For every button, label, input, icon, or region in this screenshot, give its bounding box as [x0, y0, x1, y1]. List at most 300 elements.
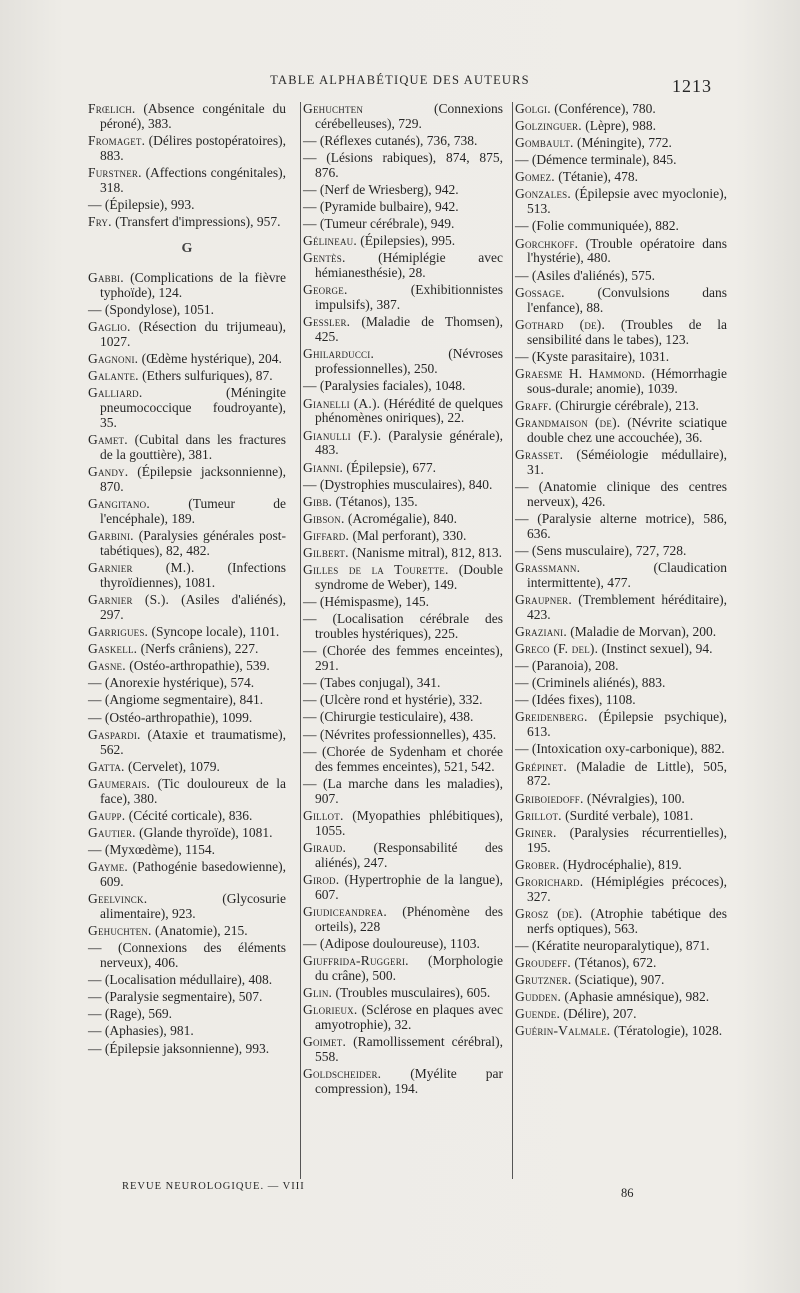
entry-reference: — (Réflexes cutanés), 736, 738. [303, 133, 478, 148]
index-entry [88, 529, 286, 559]
author-name: Ghilarducci. [303, 346, 375, 362]
index-entry [303, 937, 503, 952]
entry-reference: (Névralgies), 100. [583, 790, 685, 806]
author-name: Griner. [515, 824, 557, 840]
entry-reference: (Tétanos), 672. [570, 954, 657, 970]
entry-reference: — (Tumeur cérébrale), 949. [303, 216, 455, 232]
entry-reference: — (Épilepsie jaksonnienne), 993. [88, 1040, 270, 1056]
index-entry [88, 215, 286, 230]
author-name: Giffard. [303, 527, 350, 543]
index-entry [303, 745, 503, 775]
author-name: Gatta. [88, 758, 125, 774]
author-name: Galante. [88, 368, 139, 384]
entry-reference: (Aphasie amnésique), 982. [561, 989, 710, 1005]
index-entry [88, 303, 286, 318]
index-entry [515, 875, 727, 905]
index-entry [88, 271, 286, 301]
author-name: Furstner. [88, 165, 142, 180]
entry-reference: (Hypertrophie de la langue), 607. [315, 871, 503, 902]
author-name: Gangitano. [88, 496, 150, 512]
index-entry [88, 386, 286, 431]
index-entry [515, 809, 727, 824]
entry-reference: — (Paralysie alterne motrice), 586, 636. [515, 510, 727, 541]
entry-reference: (Délire), 207. [560, 1006, 637, 1022]
author-name: Grassmann. [515, 559, 581, 575]
entry-reference: — (Lésions rabiques), 874, 875, 876. [303, 150, 503, 180]
author-name: Gianelli (A.). [303, 395, 381, 411]
author-name: Gaskell. [88, 641, 138, 657]
author-name: Gamet. [88, 432, 128, 448]
author-name: Guende. [515, 1006, 561, 1022]
entry-reference: (Épilepsie avec myoclonie), 513. [527, 186, 727, 217]
entry-reference: — (Localisation cérébrale des troubles hystériques), 225. [303, 611, 503, 642]
index-entry [88, 102, 286, 132]
entry-reference: — (Chorée des femmes enceintes), 291. [303, 643, 503, 674]
index-entry [515, 399, 727, 414]
author-name: Glin. [303, 984, 333, 1000]
author-name: Garnier (M.). [88, 560, 195, 576]
index-entry [88, 465, 286, 495]
index-entry [515, 826, 727, 856]
entry-reference: (Atrophie tabétique des nerfs optiques), 563. [527, 905, 727, 936]
entry-reference: (Hémiplégie avec hémianesthésie), 28. [315, 250, 503, 281]
author-name: George. [303, 282, 348, 298]
index-entry [515, 990, 727, 1005]
index-entry [515, 1024, 727, 1039]
author-name: Gudden. [515, 989, 562, 1005]
entry-reference: — (Intoxication oxy-carbonique), 882. [515, 741, 725, 757]
index-entry [88, 352, 286, 367]
index-entry [515, 742, 727, 757]
entry-reference: — (Chirurgie testiculaire), 438. [303, 709, 474, 725]
entry-reference: (Surdité verbale), 1081. [561, 807, 694, 823]
author-name: Frœlich. [88, 101, 136, 116]
index-entry [515, 367, 727, 397]
entry-reference: (Tremblement héréditaire), 423. [527, 591, 727, 622]
entry-reference: (Chirurgie cérébrale), 213. [551, 397, 699, 413]
index-entry [88, 198, 286, 213]
author-name: Gaspardi. [88, 726, 141, 742]
author-name: Gibson. [303, 510, 345, 526]
index-entry [303, 563, 503, 593]
index-entry [515, 659, 727, 674]
author-name: Gaumerais. [88, 775, 151, 791]
author-name: Grillot. [515, 807, 562, 823]
index-entry [88, 433, 286, 463]
entry-reference: (Exhibitionnistes impulsifs), 387. [315, 282, 503, 313]
index-entry [303, 200, 503, 215]
entry-reference: — (Paralysies faciales), 1048. [303, 378, 466, 394]
entry-reference: (Phénomène des orteils), 228 [315, 903, 503, 934]
index-entry [303, 728, 503, 743]
index-entry [88, 990, 286, 1005]
index-entry [303, 478, 503, 493]
index-entry [88, 843, 286, 858]
entry-reference: — (Paralysie segmentaire), 507. [88, 989, 263, 1005]
index-entry [303, 693, 503, 708]
entry-reference: (Paralysie générale), 483. [315, 427, 503, 458]
entry-reference: (Absence congénitale du péroné), 383. [100, 101, 286, 131]
entry-reference: (Hydrocéphalie), 819. [559, 856, 682, 872]
index-entry [515, 760, 727, 790]
author-name: Grandmaison (de). [515, 414, 621, 430]
index-entry [88, 924, 286, 939]
author-name: Gasne. [88, 658, 126, 674]
entry-reference: — (Ostéo-arthropathie), 1099. [88, 709, 253, 725]
entry-reference: — (Démence terminale), 845. [515, 152, 677, 168]
entry-reference: (Ostéo-arthropathie), 539. [125, 658, 270, 674]
index-entry [303, 495, 503, 510]
author-name: Grasset. [515, 446, 564, 462]
entry-reference: — (Folie communiquée), 882. [515, 218, 679, 234]
index-entry [303, 1067, 503, 1097]
entry-reference: (Nanisme mitral), 812, 813. [348, 545, 503, 561]
author-name: Gilles de la Tourette. [303, 562, 449, 578]
author-name: Gautier. [88, 824, 136, 840]
index-entry [88, 561, 286, 591]
entry-reference: (Nerfs crâniens), 227. [137, 641, 259, 657]
entry-reference: — (Épilepsie), 993. [88, 197, 195, 212]
index-entry [303, 710, 503, 725]
entry-reference: (Cécité corticale), 836. [125, 807, 253, 823]
index-entry [88, 166, 286, 196]
entry-reference: — (Criminels aliénés), 883. [515, 675, 666, 691]
entry-reference: — (Asiles d'aliénés), 575. [515, 267, 656, 283]
index-entry [515, 269, 727, 284]
index-entry [515, 286, 727, 316]
entry-reference: (Maladie de Morvan), 200. [566, 623, 717, 639]
index-entry [303, 397, 503, 427]
entry-reference: (Maladie de Little), 505, 872. [527, 758, 727, 789]
entry-reference: — (Tabes conjugal), 341. [303, 675, 441, 691]
index-entry [303, 1003, 503, 1033]
author-name: Garbini. [88, 528, 134, 544]
entry-reference: (Délires postopératoires), 883. [100, 133, 286, 163]
index-entry [88, 693, 286, 708]
index-entry [515, 350, 727, 365]
author-name: Gaglio. [88, 319, 131, 334]
index-entry [88, 826, 286, 841]
author-name: Galliard. [88, 385, 143, 401]
entry-reference: — (Anorexie hystérique), 574. [88, 675, 255, 691]
index-entry [515, 858, 727, 873]
index-entry [88, 973, 286, 988]
index-entry [515, 136, 727, 151]
index-entry [515, 237, 727, 267]
index-entry [303, 429, 503, 459]
index-entry [303, 954, 503, 984]
index-entry [88, 1024, 286, 1039]
author-name: Gayme. [88, 859, 128, 875]
entry-reference: — (Aphasies), 981. [88, 1023, 194, 1039]
index-entry [303, 905, 503, 935]
entry-reference: (Paralysies récurrentielles), 195. [527, 824, 727, 855]
index-entry [303, 347, 503, 377]
index-entry [303, 595, 503, 610]
index-entry [303, 676, 503, 691]
author-name: Graziani. [515, 623, 567, 639]
author-name: Gorchkoff. [515, 235, 579, 251]
index-entry [303, 777, 503, 807]
entry-reference: (Résection du trijumeau), 1027. [100, 319, 286, 349]
author-name: Graupner. [515, 591, 572, 607]
index-entry [88, 593, 286, 623]
author-name: Garnier (S.). [88, 592, 170, 608]
entry-reference: (Sclérose en plaques avec amyotrophie), 32. [315, 1001, 503, 1032]
author-name: Gillot. [303, 807, 344, 823]
entry-reference: (Connexions cérébelleuses), 729. [315, 101, 503, 131]
index-entry [515, 973, 727, 988]
index-entry [303, 644, 503, 674]
author-name: Gianulli (F.). [303, 427, 382, 443]
index-entry [515, 593, 727, 623]
index-entry [515, 219, 727, 234]
entry-reference: (Syncope locale), 1101. [148, 624, 280, 640]
entry-reference: (Œdème hystérique), 204. [138, 351, 282, 366]
index-entry [515, 480, 727, 510]
entry-reference: — (Spondylose), 1051. [88, 301, 214, 317]
index-entry [303, 315, 503, 345]
index-entry [515, 170, 727, 185]
entry-reference: (Instinct sexuel), 94. [598, 641, 713, 657]
index-entry [515, 956, 727, 971]
author-name: Fromaget. [88, 133, 146, 148]
entry-reference: (Acromégalie), 840. [344, 510, 457, 526]
entry-reference: (Ramollissement cérébral), 558. [315, 1033, 503, 1064]
entry-reference: (Mal perforant), 330. [349, 527, 467, 543]
entry-reference: (Transfert d'impressions), 957. [111, 214, 281, 230]
index-entry [515, 642, 727, 657]
index-entry [303, 986, 503, 1001]
entry-reference: (Épilepsies), 995. [356, 233, 456, 249]
index-column-2 [300, 102, 503, 1179]
entry-reference: (Tétanos), 135. [332, 493, 418, 509]
index-entry [88, 760, 286, 775]
index-entry [303, 1035, 503, 1065]
author-name: Gossage. [515, 284, 565, 300]
entry-reference: (Convulsions dans l'enfance), 88. [527, 284, 727, 315]
author-name: Grosz (de). [515, 905, 583, 921]
author-name: Groudeff. [515, 954, 571, 970]
entry-reference: — (Adipose douloureuse), 1103. [303, 935, 480, 951]
entry-reference: — (Pyramide bulbaire), 942. [303, 199, 459, 215]
entry-reference: (Névroses professionnelles), 250. [315, 346, 503, 377]
entry-reference: (Hérédité de quelques phénomènes oniriques), 22. [315, 395, 503, 426]
index-entry [88, 320, 286, 350]
entry-reference: — (Anatomie clinique des centres nerveux), 426. [515, 478, 727, 509]
author-name: Grépinet. [515, 758, 567, 774]
index-entry [88, 777, 286, 807]
entry-reference: — (Connexions des éléments nerveux), 406. [88, 940, 286, 971]
index-entry [88, 860, 286, 890]
entry-reference: — (Myxœdème), 1154. [88, 841, 215, 857]
entry-reference: (Épilepsie psychique), 613. [527, 709, 727, 740]
index-entry [303, 234, 503, 249]
author-name: Gagnoni. [88, 351, 139, 366]
author-name: Gomez. [515, 169, 555, 185]
author-name: Gilbert. [303, 545, 349, 561]
author-name: Gombault. [515, 135, 574, 151]
entry-reference: (Ataxie et traumatisme), 562. [100, 726, 286, 757]
entry-reference: — (Nerf de Wriesberg), 942. [303, 182, 459, 198]
entry-reference: (Glande thyroïde), 1081. [135, 824, 273, 840]
author-name: Greidenberg. [515, 709, 588, 725]
running-header: TABLE ALPHABÉTIQUE DES AUTEURS [270, 73, 530, 87]
entry-reference: (Méningite pneumococcique foudroyante), 35. [100, 385, 286, 430]
index-entry [303, 151, 503, 181]
index-entry [515, 187, 727, 217]
index-entry [515, 625, 727, 640]
entry-reference: (Lèpre), 988. [581, 118, 657, 134]
entry-reference: (Sciatique), 907. [571, 971, 665, 987]
page-number: 1213 [672, 76, 712, 96]
author-name: Gehuchten. [88, 923, 152, 939]
entry-reference: (Troubles de la sensibilité dans le tabes), 123. [527, 316, 728, 347]
entry-reference: (Hémiplégies précoces), 327. [527, 873, 727, 904]
entry-reference: (Asiles d'aliénés), 297. [100, 592, 286, 622]
index-entry [303, 873, 503, 903]
index-entry [88, 1042, 286, 1057]
index-entry [515, 907, 727, 937]
entry-reference: (Conférence), 780. [550, 101, 656, 116]
author-name: Gélineau. [303, 233, 357, 249]
index-entry [515, 153, 727, 168]
entry-reference: — (La marche dans les maladies), 907. [303, 775, 503, 806]
author-name: Gabbi. [88, 269, 124, 285]
author-name: Gessler. [303, 314, 351, 330]
index-entry [303, 612, 503, 642]
entry-reference: (Myélite par compression), 194. [315, 1065, 503, 1096]
author-name: Gianni. [303, 459, 344, 475]
author-name: Glorieux. [303, 1001, 358, 1017]
index-entry [88, 711, 286, 726]
author-name: Grorichard. [515, 873, 584, 889]
index-entry [515, 792, 727, 807]
entry-reference: — (Ulcère rond et hystérie), 332. [303, 692, 483, 708]
entry-reference: (Tic douloureux de la face), 380. [100, 775, 286, 806]
entry-reference: (Anatomie), 215. [151, 923, 248, 939]
entry-reference: — (Idées fixes), 1108. [515, 692, 636, 708]
entry-reference: (Tumeur de l'encéphale), 189. [100, 496, 286, 526]
index-entry [515, 119, 727, 134]
index-entry [303, 461, 503, 476]
entry-reference: (Double syndrome de Weber), 149. [315, 562, 503, 593]
index-entry [515, 676, 727, 691]
entry-reference: (Trouble opératoire dans l'hystérie), 480. [527, 235, 727, 266]
index-entry [515, 512, 727, 542]
author-name: Gentès. [303, 250, 346, 266]
entry-reference: (Glycosurie alimentaire), 923. [100, 891, 286, 921]
entry-reference: (Épilepsie), 677. [343, 459, 437, 475]
author-name: Gaupp. [88, 807, 126, 823]
entry-reference: — (Paranoia), 208. [515, 658, 619, 674]
entry-reference: — (Dystrophies musculaires), 840. [303, 476, 493, 492]
entry-reference: — (Angiome segmentaire), 841. [88, 692, 264, 708]
index-entry [515, 544, 727, 559]
index-entry [88, 892, 286, 922]
entry-reference: (Tétanie), 478. [554, 169, 639, 185]
index-entry [515, 561, 727, 591]
author-name: Giuffrida-Ruggeri. [303, 952, 409, 968]
footer-signature: 86 [621, 1186, 634, 1200]
index-entry [303, 134, 503, 149]
author-name: Grutzner. [515, 971, 572, 987]
index-entry [303, 809, 503, 839]
author-name: Gandy. [88, 464, 129, 480]
entry-reference: — (Chorée de Sydenham et chorée des femmes enceintes), 521, 542. [303, 743, 503, 774]
index-entry [88, 1007, 286, 1022]
author-name: Grober. [515, 856, 560, 872]
author-name: Gibb. [303, 493, 333, 509]
index-entry [88, 642, 286, 657]
index-entry [88, 676, 286, 691]
author-name: Golgi. [515, 101, 551, 116]
index-entry [303, 183, 503, 198]
author-name: Guérin-Valmale. [515, 1023, 611, 1039]
entry-reference: (Cervelet), 1079. [124, 758, 220, 774]
author-name: Giraud. [303, 839, 347, 855]
footer-journal: REVUE NEUROLOGIQUE. — VIII [122, 1181, 305, 1192]
author-name: Goimet. [303, 1033, 347, 1049]
entry-reference: (Névrite sciatique double chez une accouchée), 36. [527, 414, 727, 445]
author-name: Graesme H. Hammond. [515, 365, 646, 381]
entry-reference: (Claudication intermittente), 477. [527, 559, 727, 590]
entry-reference: — (Rage), 569. [88, 1006, 172, 1022]
index-entry [515, 416, 727, 446]
author-name: Griboiedoff. [515, 790, 584, 806]
author-name: Gehuchten [303, 101, 364, 116]
entry-reference: (Méningite), 772. [573, 135, 672, 151]
index-entry [303, 841, 503, 871]
index-entry [303, 251, 503, 281]
entry-reference: (Hémorrhagie sous-durale; anomie), 1039. [527, 365, 727, 396]
author-name: Graff. [515, 397, 552, 413]
index-entry [515, 710, 727, 740]
entry-reference: (Myopathies phlébitiques), 1055. [315, 807, 503, 838]
entry-reference: (Ethers sulfuriques), 87. [138, 368, 273, 384]
author-name: Fry. [88, 214, 112, 230]
entry-reference: — (Sens musculaire), 727, 728. [515, 542, 687, 558]
author-name: Gonzales. [515, 186, 571, 202]
index-entry [303, 217, 503, 232]
entry-reference: (Paralysies générales post-tabétiques), 82, 482. [100, 528, 286, 558]
entry-reference: (Complications de la fièvre typhoïde), 124. [100, 269, 286, 300]
index-entry [515, 939, 727, 954]
index-entry [303, 102, 503, 132]
index-entry [88, 497, 286, 527]
index-entry [88, 728, 286, 758]
author-name: Greco (F. del). [515, 641, 599, 657]
index-entry [88, 134, 286, 164]
entry-reference: — (Névrites professionnelles), 435. [303, 726, 497, 742]
index-entry [515, 318, 727, 348]
index-entry [515, 102, 727, 117]
index-entry [88, 659, 286, 674]
entry-reference: (Maladie de Thomsen), 425. [315, 314, 503, 345]
author-name: Goldscheider. [303, 1065, 382, 1081]
entry-reference: (Affections congénitales), 318. [100, 165, 286, 195]
author-name: Golzinguer. [515, 118, 582, 134]
entry-reference: (Pathogénie basedowienne), 609. [100, 859, 286, 889]
entry-reference: (Épilepsie jacksonnienne), 870. [100, 464, 286, 494]
entry-reference: (Responsabilité des aliénés), 247. [315, 839, 503, 870]
author-name: Gothard (de). [515, 316, 606, 332]
entry-reference: (Cubital dans les fractures de la gouttière), 381. [100, 432, 286, 462]
author-name: Garrigues. [88, 624, 149, 640]
author-name: Giudiceandrea. [303, 903, 387, 919]
index-entry [88, 941, 286, 971]
entry-reference: — (Kératite neuroparalytique), 871. [515, 937, 710, 953]
